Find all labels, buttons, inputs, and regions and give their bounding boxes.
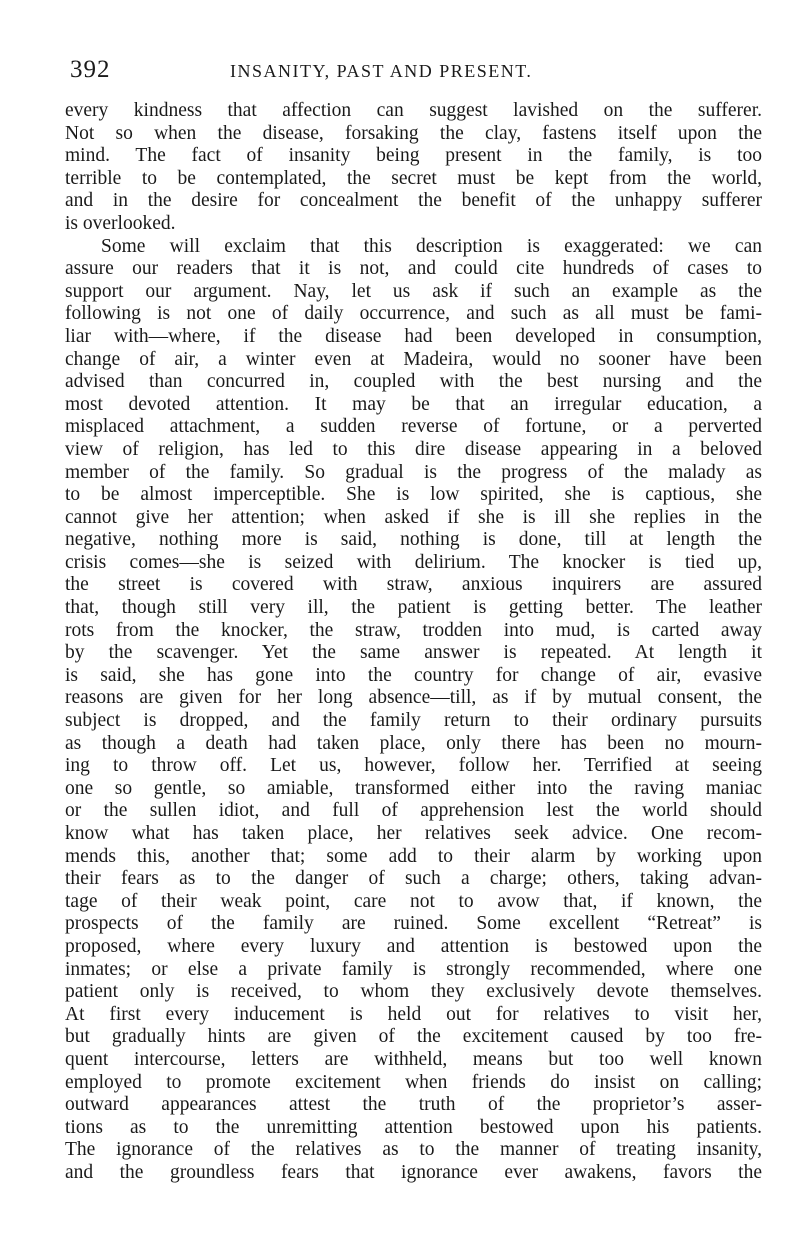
text-line: patient only is received, to whom they exclusively devote themselves. <box>65 981 762 1003</box>
text-line: cannot give her attention; when asked if she is ill she replies in the <box>65 506 762 528</box>
running-head <box>70 56 760 86</box>
text-line: their fears as to the danger of such a charge; others, taking advan- <box>65 868 762 890</box>
text-line: is overlooked. <box>65 212 176 234</box>
text-line: At first every inducement is held out for relatives to visit her, <box>65 1003 762 1025</box>
text-line: liar with—where, if the disease had been developed in consumption, <box>65 325 762 347</box>
text-line: is said, she has gone into the country for change of air, evasive <box>65 664 762 686</box>
text-line: know what has taken place, her relatives seek advice. One recom- <box>65 823 762 844</box>
text-line: advised than concurred in, coupled with the best nursing and the <box>65 371 762 393</box>
text-line: the street is covered with straw, anxious inquirers are assured <box>65 574 762 596</box>
text-line: but gradually hints are given of the excitement caused by too fre- <box>65 1026 762 1048</box>
text-line: terrible to be contemplated, the secret must be kept from the world, <box>65 167 762 189</box>
text-line: crisis comes—she is seized with delirium. The knocker is tied up, <box>65 551 762 573</box>
text-line: by the scavenger. Yet the same answer is repeated. At length it <box>65 642 762 664</box>
text-line: to be almost imperceptible. She is low spirited, she is captious, she <box>65 484 762 506</box>
text-line: Not so when the disease, forsaking the clay, fastens itself upon the <box>65 122 762 144</box>
text-line: quent intercourse, letters are withheld, means but too well known <box>65 1048 762 1070</box>
text-line: ing to throw off. Let us, however, follow her. Terrified at seeing <box>65 755 762 777</box>
text-line: Some will exclaim that this description is exaggerated: we can <box>101 235 762 257</box>
text-line: tage of their weak point, care not to avow that, if known, the <box>65 890 762 912</box>
text-line: negative, nothing more is said, nothing is done, till at length the <box>65 529 762 551</box>
text-line: that, though still very ill, the patient is getting better. The leather <box>65 597 762 619</box>
text-line: member of the family. So gradual is the progress of the malady as <box>65 461 762 483</box>
text-line: following is not one of daily occurrence, and such as all must be fami- <box>65 303 762 325</box>
text-line: most devoted attention. It may be that an irregular education, a <box>65 393 762 415</box>
text-line: inmates; or else a private family is strongly recommended, where one <box>65 958 762 980</box>
text-line: mends this, another that; some add to their alarm by working upon <box>65 845 762 867</box>
text-line: subject is dropped, and the family return to their ordinary pursuits <box>65 710 762 732</box>
text-line: as though a death had taken place, only there has been no mourn- <box>65 732 762 754</box>
text-line: view of religion, has led to this dire disease appearing in a beloved <box>65 438 762 460</box>
text-line: mind. The fact of insanity being present in the family, is too <box>65 145 762 167</box>
text-line: outward appearances attest the truth of the proprietor’s asser- <box>65 1094 762 1116</box>
text-line: misplaced attachment, a sudden reverse of fortune, or a perverted <box>65 416 762 438</box>
text-line: and in the desire for concealment the benefit of the unhappy sufferer <box>65 190 762 212</box>
running-title: INSANITY, PAST AND PRESENT. <box>230 61 533 81</box>
page-number: 392 <box>70 56 111 83</box>
text-line: employed to promote excitement when friends do insist on calling; <box>65 1071 762 1093</box>
text-line: tions as to the unremitting attention bestowed upon his patients. <box>65 1116 762 1138</box>
text-line: proposed, where every luxury and attention is bestowed upon the <box>65 935 762 957</box>
text-line: rots from the knocker, the straw, trodden into mud, is carted away <box>65 619 762 641</box>
body-text <box>65 100 762 1185</box>
text-line: one so gentle, so amiable, transformed either into the raving maniac <box>65 777 762 799</box>
text-line: The ignorance of the relatives as to the manner of treating insanity, <box>65 1139 762 1161</box>
text-line: or the sullen idiot, and full of apprehension lest the world should <box>65 800 762 822</box>
text-line: every kindness that affection can suggest lavished on the sufferer. <box>65 100 762 121</box>
text-line: support our argument. Nay, let us ask if such an example as the <box>65 280 762 302</box>
text-line: assure our readers that it is not, and could cite hundreds of cases to <box>65 258 762 280</box>
text-line: prospects of the family are ruined. Some excellent “Retreat” is <box>65 913 762 935</box>
text-line: change of air, a winter even at Madeira, would no sooner have been <box>65 348 762 370</box>
text-line: and the groundless fears that ignorance ever awakens, favors the <box>65 1161 762 1183</box>
text-line: reasons are given for her long absence—till, as if by mutual consent, the <box>65 687 762 709</box>
